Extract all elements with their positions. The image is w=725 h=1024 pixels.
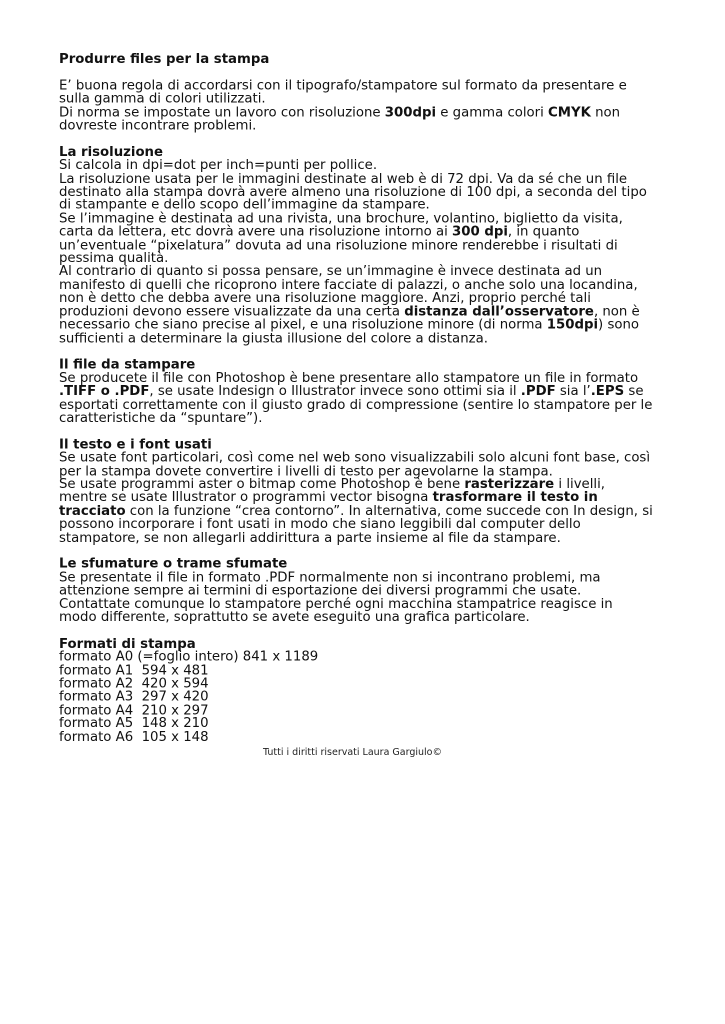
testo-line-2: [59, 478, 654, 544]
text-run: , in quanto un’eventuale “pixelatura” dovuta ad una risoluzione minore renderebbe i risultati di pessima qualità.: [59, 224, 618, 267]
bold-150dpi: 150dpi: [546, 317, 599, 333]
format-row: formato A6 105 x 148: [59, 729, 209, 745]
format-row: formato A2 420 x 594: [59, 676, 209, 692]
intro-paragraph-2: [59, 106, 654, 133]
format-row: formato A5 148 x 210: [59, 716, 209, 732]
sfumature-line-2: Contattate comunque lo stampatore perché ogni macchina stampatrice reagisce in modo differente, soprattutto se avete eseguito una grafica particolare.: [59, 596, 613, 626]
risoluzione-line-3: [59, 212, 654, 265]
text-run: non dovreste incontrare problemi.: [59, 105, 621, 134]
text-run: ) sono sufficienti a determinare la giusta illusione del colore a distanza.: [59, 317, 640, 346]
format-row: formato A3 297 x 420: [59, 689, 209, 705]
intro-paragraph-1: E’ buona regola di accordarsi con il tipografo/stampatore sul formato da presentare e sulla gamma di colori utilizzati.: [59, 78, 627, 107]
document-title: Produrre files per la stampa: [59, 52, 270, 67]
text-run: Di norma se impostate un lavoro con risoluzione: [59, 105, 385, 121]
bold-distanza: distanza dall’osservatore: [404, 304, 594, 320]
format-row: formato A1 594 x 481: [59, 663, 209, 679]
risoluzione-line-2: La risoluzione usata per le immagini destinate al web è di 72 dpi. Va da sé che un file destinato alla stampa dovrà avere almeno una risoluzione di 100 dpi, a seconda del tipo di stampante e dello scopo dell’immagine da stampare.: [59, 171, 647, 214]
text-run: se esportati correttamente con il giusto grado di compressione (sentire lo stampatore per le caratteristiche da “spuntare”).: [59, 384, 653, 426]
bold-eps: .EPS: [590, 384, 625, 400]
text-run: , non è necessario che siano precise al pixel, e una risoluzione minore (di norma: [59, 304, 640, 333]
section-heading-formati: Formati di stampa: [59, 636, 196, 652]
bold-trasformare: trasformare il testo in tracciato: [59, 490, 598, 519]
section-heading-sfumature: Le sfumature o trame sfumate: [59, 556, 288, 572]
format-row: formato A0 (=foglio intero) 841 x 1189: [59, 650, 319, 665]
bold-pdf: .PDF: [520, 384, 556, 400]
bold-rasterizzare: rasterizzare: [464, 477, 555, 493]
risoluzione-line-4: [59, 266, 654, 346]
testo-line-1: Se usate font particolari, così come nel web sono visualizzabili solo alcuni font base, così per la stampa dovete convertire i livelli di testo per agevolarne la stampa.: [59, 450, 651, 479]
text-run: Al contrario di quanto si possa pensare, se un’immagine è invece destinata ad un manifesto di quelli che ricoprono intere facciate di palazzi, o anche solo una locandina, non è detto che debba avere una risoluzione maggiore. Anzi, proprio perché tali produzioni devono essere visualizzate da una certa: [59, 264, 638, 320]
text-run: Se producete il file con Photoshop è bene presentare allo stampatore un file in formato: [59, 370, 639, 386]
text-run: con la funzione “crea contorno”. In alternativa, come succede con In design, si possono incorporare i font usati in modo che siano leggibili dal computer dello stampatore, se non allegarli addirittura a parte insieme al file da stampare.: [59, 503, 653, 546]
copyright-text: Tutti i diritti riservati Laura Gargiulo©: [263, 747, 442, 758]
bold-tiff-pdf: .TIFF o .PDF: [59, 384, 150, 400]
file-paragraph: [59, 372, 654, 425]
risoluzione-line-1: Si calcola in dpi=dot per inch=punti per pollice.: [59, 158, 378, 174]
section-heading-file: Il file da stampare: [59, 357, 196, 373]
section-heading-testo: Il testo e i font usati: [59, 437, 212, 453]
text-run: sia l’: [555, 384, 591, 400]
bold-cmyk: CMYK: [548, 105, 591, 121]
text-run: , se usate Indesign o Illustrator invece sono ottimi sia il: [149, 384, 521, 400]
text-run: Se usate programmi aster o bitmap come Photoshop è bene: [59, 477, 465, 493]
text-run: i livelli, mentre se usate Illustrator o programmi vector bisogna: [59, 477, 606, 506]
section-heading-risoluzione: La risoluzione: [59, 145, 164, 160]
formats-list: [59, 651, 654, 744]
bold-300-dpi: 300 dpi: [452, 224, 508, 240]
copyright-footer: [0, 747, 725, 758]
format-row: formato A4 210 x 297: [59, 703, 209, 719]
sfumature-line-1: Se presentate il file in formato .PDF normalmente non si incontrano problemi, ma attenzione sempre ai termini di esportazione dei diversi programmi che usate.: [59, 570, 601, 599]
text-run: Se l’immagine è destinata ad una rivista, una brochure, volantino, biglietto da visita, carta da lettera, etc dovrà avere una risoluzione intorno ai: [59, 211, 623, 240]
bold-300dpi: 300dpi: [384, 105, 437, 121]
text-run: e gamma colori: [436, 105, 549, 121]
document-body: [59, 53, 654, 744]
